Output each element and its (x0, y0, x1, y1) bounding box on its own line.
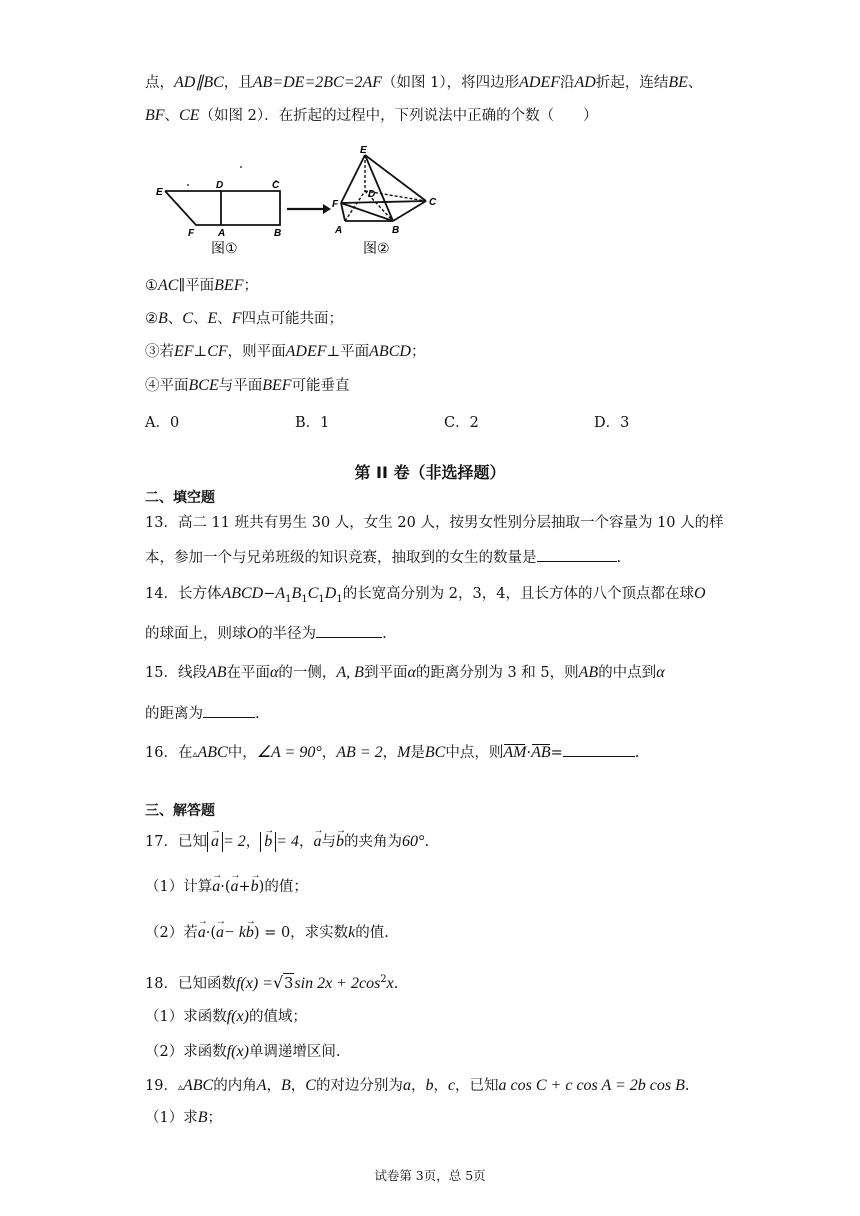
math: AC (158, 277, 179, 294)
text: 中， (227, 745, 257, 761)
answer-blank (537, 547, 617, 562)
text: ③ (145, 344, 160, 360)
text: ， (290, 1078, 306, 1094)
text: 16．在 (145, 745, 193, 761)
option-d: D．3 (594, 415, 630, 431)
q13-line-1: 13．高二 11 班共有男生 30 人，女生 20 人，按男女性别分层抽取一个容量为 10 人的样 (145, 515, 724, 531)
text: 、 (164, 108, 180, 124)
q18-line (145, 970, 398, 994)
text: ， (266, 1078, 281, 1094)
superscript: 2 (380, 974, 387, 985)
fig2-label-F: F (332, 199, 339, 210)
q14-line-1 (145, 584, 706, 610)
section-answer: 三、解答题 (145, 803, 215, 819)
text: ∥平面 (178, 278, 215, 294)
text: = (550, 745, 563, 761)
math: BEF (214, 277, 244, 294)
q18-part-1 (145, 1007, 307, 1027)
text: . (424, 834, 430, 850)
math: A (275, 585, 286, 602)
math: BF (145, 107, 165, 124)
math: AB (206, 664, 227, 681)
math: AD∥BC (174, 74, 224, 91)
text: （1）求函数 (145, 1009, 227, 1025)
fig2-label-B: B (392, 225, 400, 236)
subscript: 1 (318, 593, 325, 605)
vector-b: b → (264, 832, 272, 852)
math: ) = 0 (253, 925, 291, 941)
text: ② (145, 311, 158, 327)
text: ， (382, 745, 398, 761)
math: 3 (283, 973, 294, 994)
math: ADEF (285, 343, 327, 360)
text: （如图 1），将四边形 (382, 75, 520, 91)
text: 中点，则 (445, 745, 504, 761)
option-c: C．2 (444, 415, 479, 431)
math: AD (574, 74, 596, 91)
text: （如图 2）．在折起的过程中，下列说法中正确的个数（ ） (199, 108, 598, 124)
text: 与平面 (218, 378, 263, 394)
statement-3 (145, 342, 425, 362)
math: ADEF (519, 74, 561, 91)
text: 的一侧， (278, 665, 337, 681)
text: 的对边分别为 (315, 1078, 403, 1094)
q16-line (145, 742, 639, 765)
text: 、 (217, 311, 232, 327)
text: 的内角 (213, 1078, 257, 1094)
math: F (231, 310, 242, 327)
vector-a: a → (211, 832, 219, 852)
math: CF (207, 343, 228, 360)
text: ④ (145, 378, 160, 394)
math: B (197, 1109, 208, 1126)
text: . (634, 745, 640, 761)
vector-b: b → (251, 877, 259, 897)
fig1-label-A: A (218, 228, 226, 239)
math: A, B (336, 664, 364, 681)
triangle-symbol: ▵ (177, 1082, 183, 1093)
math: O (693, 585, 706, 602)
text: ，则平面 (227, 344, 286, 360)
math: = 2 (222, 833, 246, 850)
math: BEF (262, 377, 292, 394)
text: ⊥平面 (326, 344, 370, 360)
math: ABCD (369, 343, 411, 360)
fig1-label-B: B (274, 228, 282, 239)
text: 18．已知函数 (145, 975, 236, 992)
sqrt-symbol: √ (272, 972, 284, 992)
math: + (238, 879, 251, 895)
math: AB (578, 664, 599, 681)
vector-a: a → (216, 923, 224, 943)
subscript: 1 (336, 593, 343, 605)
text: ，已知 (455, 1078, 499, 1094)
text: ， (299, 834, 314, 850)
text: 点， (145, 75, 174, 91)
math: − k (224, 924, 246, 941)
math: a (402, 1077, 411, 1094)
q17-line (145, 832, 429, 852)
math: BC (424, 744, 446, 761)
math: ·( (205, 925, 217, 941)
fig1-label-F: F (188, 228, 195, 239)
text: （1）求 (145, 1110, 198, 1126)
text: 的距离为 (145, 706, 203, 722)
text: 的值； (264, 879, 308, 895)
text: 15．线段 (145, 665, 207, 681)
math: C (307, 585, 319, 602)
text: 折起，连结 (595, 75, 669, 91)
q12-line-1 (145, 73, 702, 93)
text: 19． (145, 1078, 178, 1094)
math: = 4 (276, 833, 300, 850)
arrow-icon (287, 204, 331, 214)
text: 14．长方体 (145, 586, 222, 602)
figure-1 (156, 166, 281, 257)
text: 在平面 (226, 665, 270, 681)
vector-am: AM (503, 744, 527, 761)
vector-a: a → (314, 832, 322, 852)
math: sin 2x + 2cos (294, 974, 381, 992)
math: AB = 2 (336, 744, 383, 761)
math: ABCD (221, 585, 264, 602)
vector-b: b → (336, 832, 344, 852)
text: . (616, 550, 622, 566)
q19-part-1 (145, 1108, 222, 1128)
statement-1 (145, 276, 258, 296)
vector-ab: AB (531, 744, 551, 761)
text: . (255, 706, 260, 722)
section-fill-blank: 二、填空题 (145, 490, 215, 506)
text: ① (145, 278, 158, 294)
text: 四点可能共面； (241, 311, 344, 327)
text: 的中点到 (598, 665, 657, 681)
math: α (407, 664, 416, 681)
fig1-label-E: E (156, 187, 163, 198)
math: BCE (188, 377, 219, 394)
q17-part-1 (145, 877, 308, 897)
math: ABC (197, 744, 228, 761)
figure-2 (332, 145, 437, 257)
q17-part-2 (145, 923, 389, 943)
text: . (382, 626, 387, 642)
math: D (324, 585, 337, 602)
math: α (270, 664, 279, 681)
math: AB=DE=2BC=2AF (252, 74, 383, 91)
math: C (305, 1077, 316, 1094)
text: 可能垂直 (291, 378, 350, 394)
vector-a: a → (231, 877, 239, 897)
math: α (656, 664, 665, 681)
math: EF (174, 343, 194, 360)
text: ； (207, 1110, 223, 1126)
text: 17．已知 (145, 834, 207, 850)
text: . (684, 1078, 690, 1094)
text: · (526, 745, 532, 761)
text: ， (245, 834, 261, 850)
text: ⊥ (193, 344, 208, 360)
text: 的值域； (248, 1009, 307, 1025)
subscript: 1 (285, 593, 292, 605)
text: 的距离分别为 3 和 5，则 (415, 665, 579, 681)
math: B (291, 585, 302, 602)
math: k (348, 924, 356, 941)
text: 单调递增区间. (248, 1044, 341, 1060)
math: M (397, 744, 411, 761)
math: CE (179, 107, 200, 124)
math: ·( (220, 879, 231, 895)
text: 沿 (560, 75, 575, 91)
q15-line-2 (145, 703, 260, 724)
text: ， (433, 1078, 448, 1094)
math: b (425, 1077, 434, 1094)
math: f(x) = (235, 974, 273, 992)
vector-b: b → (246, 923, 254, 943)
math: A (256, 1077, 267, 1094)
text: ，求实数 (290, 925, 349, 941)
fig1-caption: 图① (211, 241, 238, 257)
math: B (280, 1077, 291, 1094)
text: 平面 (159, 378, 189, 394)
text: 的值. (355, 925, 389, 941)
vector-a: a → (198, 923, 206, 943)
text: （1）计算 (145, 879, 213, 895)
triangle-symbol: ▵ (192, 749, 198, 760)
math: x (386, 974, 394, 992)
fig1-label-D: D (216, 180, 224, 191)
fig2-label-C: C (429, 197, 437, 208)
abs-b (260, 832, 276, 852)
text: 的半径为 (258, 626, 317, 642)
math: E (207, 310, 218, 327)
option-b: B．1 (295, 415, 330, 431)
text: 、 (687, 75, 703, 91)
fig1-label-C: C (272, 180, 280, 191)
vector-a: a → (212, 877, 220, 897)
part-2-title: 第 II 卷（非选择题） (354, 463, 506, 482)
text: 若 (159, 344, 174, 360)
math: BE (668, 74, 688, 91)
answer-blank (563, 742, 635, 757)
statement-4 (145, 376, 350, 396)
fig2-label-D: D (368, 189, 376, 200)
q14-line-2 (145, 623, 387, 644)
text: （2）若 (145, 925, 198, 941)
text: 与 (321, 834, 337, 850)
text: 的夹角为 (344, 834, 403, 850)
text: 到平面 (363, 665, 408, 681)
text: 、 (167, 311, 183, 327)
math: ∠A = 90° (256, 744, 322, 761)
q12-figures (145, 143, 465, 263)
abs-a (207, 832, 223, 852)
option-a: A．0 (145, 415, 180, 431)
page-footer: 试卷第 3页，总 5页 (374, 1168, 486, 1183)
math: B (158, 310, 168, 327)
q19-line (145, 1076, 689, 1098)
text: ， (321, 745, 337, 761)
fig2-caption: 图② (363, 241, 390, 257)
math: c (447, 1077, 456, 1094)
math: ) (258, 879, 265, 895)
q13-line-2 (145, 547, 621, 568)
text: 的长宽高分别为 2，3，4，且长方体的八个顶点都在球 (342, 586, 694, 602)
q12-line-2 (145, 106, 598, 126)
text: 本，参加一个与兄弟班级的知识竞赛，抽取到的女生的数量是 (145, 550, 537, 566)
text: . (393, 975, 399, 992)
statement-2 (145, 309, 343, 329)
math: ABC (182, 1077, 214, 1094)
text: 的球面上，则球 (145, 626, 247, 642)
text: ； (410, 344, 426, 360)
answer-blank (316, 623, 382, 638)
text: 是 (410, 745, 425, 761)
fig2-label-A: A (335, 225, 343, 236)
subscript: 1 (301, 593, 308, 605)
q18-part-2 (145, 1042, 341, 1062)
math: f(x) (226, 1043, 249, 1060)
q15-line-1 (145, 663, 665, 683)
math: f(x) (226, 1008, 249, 1025)
math: C (182, 310, 193, 327)
text: （2）求函数 (145, 1044, 227, 1060)
text: ，且 (223, 75, 253, 91)
math: O (246, 625, 259, 642)
text: 、 (192, 311, 208, 327)
text: ， (410, 1078, 426, 1094)
answer-blank (203, 703, 255, 718)
math: 60° (402, 833, 425, 850)
text: ； (243, 278, 258, 294)
fig2-label-E: E (360, 145, 367, 156)
text: − (263, 586, 276, 602)
math: a cos C + c cos A = 2b cos B (498, 1077, 685, 1094)
